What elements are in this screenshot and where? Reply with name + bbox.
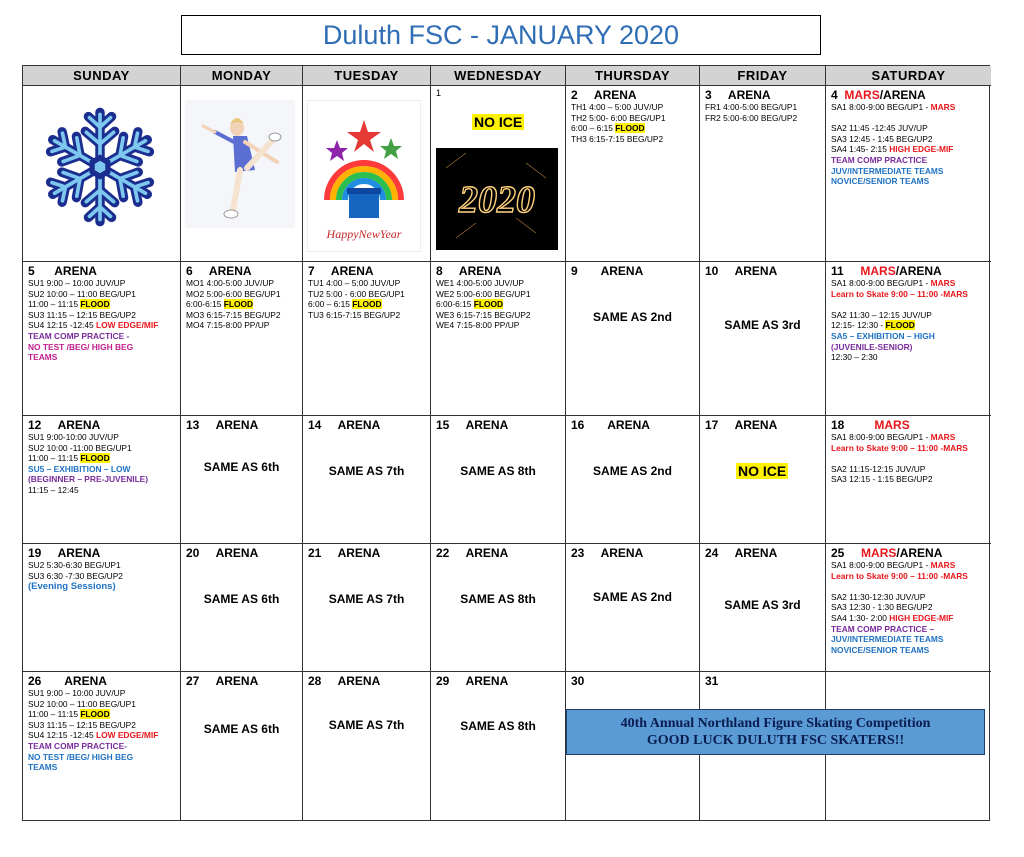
same-as-label: SAME AS 8th	[460, 592, 536, 606]
low-edge-label: LOW EDGE/MIF	[95, 320, 159, 331]
same-as-label: SAME AS 7th	[328, 718, 405, 732]
day-location: ARENA	[54, 264, 97, 278]
day-number: 18	[831, 418, 845, 432]
snowflake-icon	[37, 104, 163, 230]
happy-new-year-image	[307, 100, 421, 252]
day-location-mars: MARS	[844, 88, 880, 102]
flood-label: FLOOD	[352, 299, 382, 310]
session-line: TEAM COMP PRACTICE	[831, 154, 928, 165]
session-line: SU3 11:15 – 12:15 BEG/UP2	[28, 309, 136, 320]
day-number: 26	[28, 674, 42, 688]
day-cell-10	[700, 262, 826, 416]
new-year-text: HappyNewYear	[326, 227, 402, 241]
session-line: SA4 1:45- 2:15	[831, 144, 890, 155]
day-location: ARENA	[330, 264, 374, 278]
session-line: SA3 12:30 - 1:30 BEG/UP2	[831, 602, 933, 613]
weekday-header: THURSDAY	[566, 66, 700, 86]
day-number: 10	[705, 264, 719, 278]
day-cell-22	[431, 544, 566, 672]
learn-to-skate-label: Learn to Skate 9:00 – 11:00 -	[831, 288, 944, 299]
session-line: 11:00 – 11:15	[28, 299, 81, 310]
day-number: 8	[436, 264, 443, 278]
same-as-label: SAME AS 2nd	[593, 590, 672, 604]
day-location: ARENA	[734, 264, 778, 278]
flood-label: FLOOD	[473, 299, 504, 310]
day-number: 9	[571, 264, 578, 278]
day-cell-8	[431, 262, 566, 416]
same-as-label: SAME AS 6th	[203, 460, 280, 474]
day-cell-4	[826, 86, 991, 262]
no-ice-label: NO ICE	[474, 114, 523, 130]
day-location: ARENA	[727, 88, 771, 102]
day-cell-28	[303, 672, 431, 821]
2020-sparkler-image	[436, 148, 558, 250]
low-edge-label: LOW EDGE/MIF	[95, 730, 159, 741]
weekday-header: SUNDAY	[23, 66, 181, 86]
day-number: 2	[571, 88, 578, 102]
same-as-label: SAME AS 3rd	[724, 598, 801, 612]
mars-label: MARS	[943, 570, 968, 581]
day-location: ARENA	[64, 674, 107, 688]
day-number: 5	[28, 264, 35, 278]
day-number: 6	[186, 264, 193, 278]
session-line: 12:15- 12:30 -	[831, 320, 886, 331]
day-location: ARENA	[215, 546, 259, 560]
day-number: 28	[308, 674, 322, 688]
day-location: ARENA	[734, 418, 778, 432]
day-cell-14	[303, 416, 431, 544]
session-line: SU2 10:00 – 11:00 BEG/UP1	[28, 698, 136, 709]
day-location: ARENA	[208, 264, 252, 278]
day-location: ARENA	[734, 546, 778, 560]
learn-to-skate-label: Learn to Skate 9:00 – 11:00 -	[831, 570, 944, 581]
figure-skater-image	[185, 100, 295, 228]
session-line: SU2 5:30-6:30 BEG/UP1	[28, 560, 121, 570]
day-cell-5	[23, 262, 181, 416]
day-cell-16	[566, 416, 700, 544]
day-cell-18	[826, 416, 991, 544]
day-number: 19	[28, 546, 42, 560]
session-line: SU3 6:30 -7:30 BEG/UP2	[28, 570, 123, 581]
weekday-header: MONDAY	[181, 66, 303, 86]
day-number: 27	[186, 674, 200, 688]
same-as-label: SAME AS 8th	[460, 464, 536, 478]
session-line: MO3 6:15-7:15 BEG/UP2	[186, 309, 281, 320]
day-number: 29	[436, 674, 450, 688]
day-cell-12	[23, 416, 181, 544]
session-line: SU1 9:00 – 10:00 JUV/UP	[28, 278, 126, 288]
session-line: MO2 5:00-6:00 BEG/UP1	[186, 288, 281, 299]
flood-label: FLOOD	[223, 299, 254, 310]
same-as-label: SAME AS 3rd	[724, 318, 801, 332]
session-line: (BEGINNER – PRE-JUVENILE)	[28, 474, 149, 485]
session-line: NOVICE/SENIOR TEAMS	[831, 176, 930, 187]
session-line: (JUVENILE-SENIOR)	[831, 341, 913, 352]
same-as-label: SAME AS 2nd	[593, 464, 672, 478]
session-line: SU4 12:15 -12:45	[28, 320, 96, 331]
day-number: 15	[436, 418, 450, 432]
day-cell-23	[566, 544, 700, 672]
session-line: SU1 9:00-10:00 JUV/UP	[28, 432, 119, 442]
weekday-header: SATURDAY	[826, 66, 991, 86]
day-number: 11	[831, 264, 844, 278]
day-cell-15	[431, 416, 566, 544]
flood-label: FLOOD	[80, 299, 110, 310]
session-line: (Evening Sessions)	[28, 581, 116, 593]
day-number: 31	[705, 674, 719, 688]
day-cell-empty	[303, 86, 431, 262]
day-location-mars: MARS	[874, 418, 910, 432]
flood-label: FLOOD	[80, 709, 110, 720]
banner-line-2: GOOD LUCK DULUTH FSC SKATERS!!	[646, 733, 905, 748]
session-line: SU4 12:15 -12:45	[28, 730, 96, 741]
day-cell-empty	[23, 86, 181, 262]
day-location: ARENA	[593, 88, 637, 102]
day-number: 1	[436, 88, 442, 98]
session-line: NO TEST /BEG/ HIGH BEG	[28, 341, 134, 352]
session-line: SA1 8:00-9:00 BEG/UP1 -	[831, 432, 931, 442]
session-line: SU2 10:00 – 11:00 BEG/UP1	[28, 288, 136, 299]
session-line: SA2 11:15-12:15 JUV/UP	[831, 463, 926, 474]
session-line: TH2 5:00- 6:00 BEG/UP1	[571, 112, 666, 123]
day-cell-27	[181, 672, 303, 821]
session-line: SA2 11:30 – 12:15 JUV/UP	[831, 309, 932, 320]
day-location: ARENA	[337, 674, 381, 688]
session-line: 12:30 – 2:30	[831, 352, 878, 363]
no-ice-label: NO ICE	[738, 463, 787, 479]
session-line: NO TEST /BEG/ HIGH BEG	[28, 751, 134, 762]
session-line: TU3 6:15-7:15 BEG/UP2	[308, 309, 401, 320]
mars-label: MARS	[930, 560, 956, 570]
session-line: WE2 5:00-6:00 BEG/UP1	[436, 288, 531, 299]
day-number: 25	[831, 546, 845, 560]
session-line: 6:00 – 6:15	[308, 299, 353, 310]
session-line: SA2 11:30-12:30 JUV/UP	[831, 591, 926, 602]
calendar-grid	[22, 65, 990, 821]
day-cell-17	[700, 416, 826, 544]
session-line: 6:00-6:15	[436, 299, 474, 310]
day-cell-7	[303, 262, 431, 416]
session-line: TH1 4:00 – 5:00 JUV/UP	[571, 102, 664, 112]
day-cell-24	[700, 544, 826, 672]
day-number: 12	[28, 418, 42, 432]
day-cell-29	[431, 672, 566, 821]
session-line: SA3 12:45 - 1:45 BEG/UP2	[831, 133, 933, 144]
session-line: FR1 4:00-5:00 BEG/UP1	[705, 102, 798, 112]
weekday-header: WEDNESDAY	[431, 66, 566, 86]
session-line: MO1 4:00-5:00 JUV/UP	[186, 278, 274, 288]
flood-label: FLOOD	[885, 320, 915, 331]
banner-line-1: 40th Annual Northland Figure Skating Competition	[620, 716, 931, 731]
session-line: TEAMS	[28, 762, 58, 773]
day-cell-2	[566, 86, 700, 262]
session-line: WE1 4:00-5:00 JUV/UP	[436, 278, 524, 288]
session-line: 11:00 – 11:15	[28, 709, 81, 720]
session-line: WE3 6:15-7:15 BEG/UP2	[436, 309, 531, 320]
day-number: 23	[571, 546, 585, 560]
day-cell-6	[181, 262, 303, 416]
day-cell-1	[431, 86, 566, 262]
session-line: MO4 7:15-8:00 PP/UP	[186, 320, 270, 331]
day-location: ARENA	[600, 546, 644, 560]
session-line: TEAM COMP PRACTICE -	[28, 330, 130, 341]
session-line: SA2 11:45 -12:45 JUV/UP	[831, 123, 928, 134]
session-line: TEAM COMP PRACTICE-	[28, 740, 127, 751]
day-location: ARENA	[337, 546, 381, 560]
day-location: ARENA	[465, 546, 509, 560]
day-location: /ARENA	[896, 546, 943, 560]
day-cell-21	[303, 544, 431, 672]
day-cell-9	[566, 262, 700, 416]
day-location: ARENA	[465, 418, 509, 432]
session-line: SU3 11:15 – 12:15 BEG/UP2	[28, 719, 136, 730]
day-number: 7	[308, 264, 315, 278]
high-edge-label: HIGH EDGE-MIF	[889, 144, 954, 155]
day-number: 30	[571, 674, 585, 688]
session-line: 11:00 – 11:15	[28, 453, 81, 464]
flood-label: FLOOD	[615, 123, 645, 134]
day-number: 13	[186, 418, 200, 432]
session-line: NOVICE/SENIOR TEAMS	[831, 644, 930, 655]
session-line: SA1 8:00-9:00 BEG/UP1 -	[831, 102, 931, 112]
session-line: SU1 9:00 – 10:00 JUV/UP	[28, 688, 126, 698]
2020-text: 2020	[459, 179, 535, 221]
day-cell-25	[826, 544, 991, 672]
day-number: 20	[186, 546, 200, 560]
day-location: ARENA	[465, 674, 509, 688]
day-number: 16	[571, 418, 585, 432]
mars-label: MARS	[943, 442, 968, 453]
session-line: JUV/INTERMEDIATE TEAMS	[831, 165, 944, 176]
mars-label: MARS	[930, 278, 956, 288]
day-cell-empty	[181, 86, 303, 262]
same-as-label: SAME AS 6th	[203, 592, 280, 606]
session-line: 11:15 – 12:45	[28, 484, 79, 495]
mars-label: MARS	[930, 102, 956, 112]
day-location: ARENA	[215, 674, 259, 688]
competition-banner	[566, 709, 985, 755]
day-cell-3	[700, 86, 826, 262]
session-line: SA4 1:30- 2:00	[831, 612, 890, 623]
day-location: ARENA	[337, 418, 381, 432]
day-number: 22	[436, 546, 450, 560]
day-number: 3	[705, 88, 712, 102]
day-location: ARENA	[607, 418, 650, 432]
same-as-label: SAME AS 2nd	[593, 310, 672, 324]
day-cell-13	[181, 416, 303, 544]
session-line: TU2 5:00 - 6:00 BEG/UP1	[308, 288, 405, 299]
day-cell-26	[23, 672, 181, 821]
day-location: ARENA	[600, 264, 644, 278]
day-number: 24	[705, 546, 719, 560]
session-line: WE4 7:15-8:00 PP/UP	[436, 320, 520, 331]
day-cell-11	[826, 262, 991, 416]
session-line: TEAM COMP PRACTICE –	[831, 623, 935, 634]
session-line: TU1 4:00 – 5:00 JUV/UP	[308, 278, 401, 288]
session-line: SU5 – EXHIBITION – LOW	[28, 463, 131, 474]
day-number: 17	[705, 418, 719, 432]
day-location: ARENA	[57, 546, 101, 560]
learn-to-skate-label: Learn to Skate 9:00 – 11:00 -	[831, 442, 944, 453]
day-number: 21	[308, 546, 322, 560]
day-cell-19	[23, 544, 181, 672]
high-edge-label: HIGH EDGE-MIF	[889, 612, 954, 623]
weekday-header: FRIDAY	[700, 66, 826, 86]
day-location: /ARENA	[895, 264, 942, 278]
session-line: 6:00 – 6:15	[571, 123, 616, 134]
day-location-mars: MARS	[861, 546, 897, 560]
session-line: SA5 – EXHIBITION – HIGH	[831, 330, 935, 341]
day-location: /ARENA	[879, 88, 926, 102]
mars-label: MARS	[930, 432, 956, 442]
session-line: TH3 6:15-7:15 BEG/UP2	[571, 133, 664, 144]
session-line: 6:00-6:15	[186, 299, 224, 310]
session-line: FR2 5:00-6:00 BEG/UP2	[705, 112, 798, 123]
page-title: Duluth FSC - JANUARY 2020	[181, 15, 821, 55]
session-line: SA1 8:00-9:00 BEG/UP1 -	[831, 278, 931, 288]
session-line: SA3 12:15 - 1:15 BEG/UP2	[831, 474, 933, 485]
day-location: ARENA	[215, 418, 259, 432]
day-number: 4	[831, 88, 838, 102]
day-number: 14	[308, 418, 322, 432]
session-line: TEAMS	[28, 352, 58, 363]
same-as-label: SAME AS 8th	[460, 719, 536, 733]
day-location: ARENA	[57, 418, 101, 432]
weekday-header: TUESDAY	[303, 66, 431, 86]
flood-label: FLOOD	[80, 453, 110, 464]
day-cell-20	[181, 544, 303, 672]
session-line: JUV/INTERMEDIATE TEAMS	[831, 634, 944, 645]
day-location: ARENA	[458, 264, 502, 278]
mars-label: MARS	[943, 288, 968, 299]
same-as-label: SAME AS 7th	[328, 592, 405, 606]
session-line: SU2 10:00 -11:00 BEG/UP1	[28, 442, 132, 453]
session-line: SA1 8:00-9:00 BEG/UP1 -	[831, 560, 931, 570]
same-as-label: SAME AS 7th	[328, 464, 405, 478]
same-as-label: SAME AS 6th	[203, 722, 280, 736]
day-location-mars: MARS	[860, 264, 896, 278]
